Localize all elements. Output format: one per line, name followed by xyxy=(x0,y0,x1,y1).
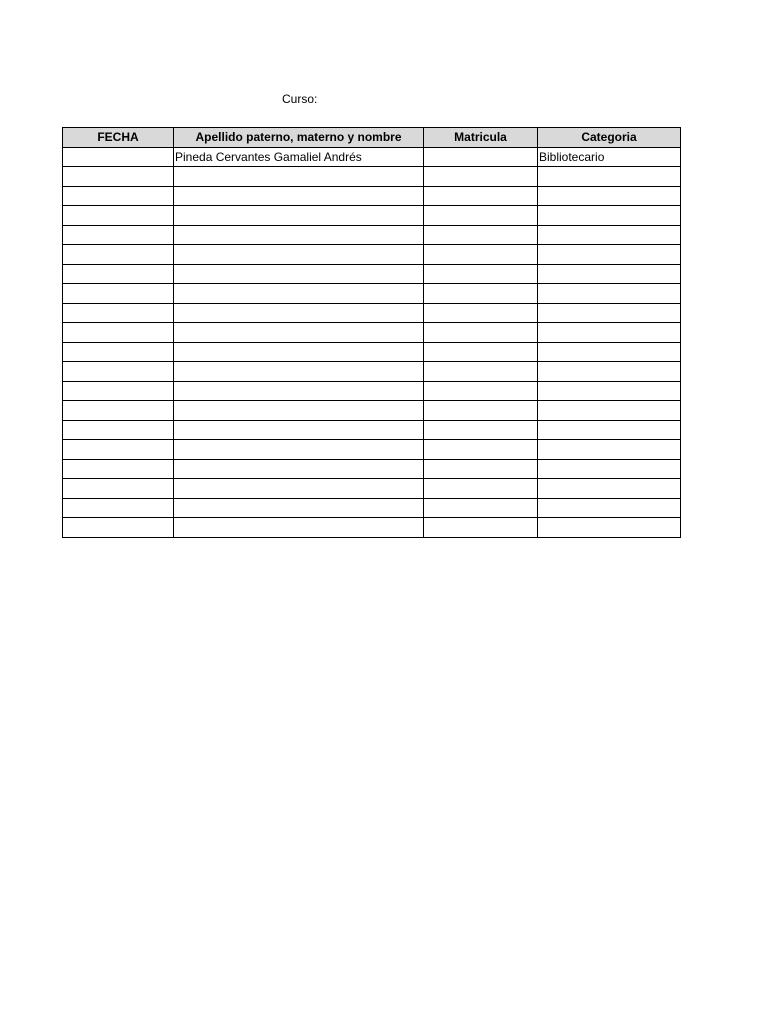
table-row xyxy=(63,167,681,187)
cell-matricula[interactable] xyxy=(424,245,538,265)
cell-fecha[interactable] xyxy=(63,284,174,304)
cell-nombre[interactable] xyxy=(174,518,424,538)
cell-nombre[interactable] xyxy=(174,440,424,460)
cell-fecha[interactable] xyxy=(63,167,174,187)
cell-categoria[interactable] xyxy=(538,303,681,323)
cell-fecha[interactable] xyxy=(63,440,174,460)
table-row xyxy=(63,186,681,206)
table-body xyxy=(63,147,681,537)
cell-categoria[interactable] xyxy=(538,284,681,304)
cell-matricula[interactable] xyxy=(424,420,538,440)
cell-matricula[interactable] xyxy=(424,381,538,401)
cell-matricula[interactable] xyxy=(424,206,538,226)
cell-nombre[interactable] xyxy=(174,303,424,323)
cell-nombre[interactable] xyxy=(174,479,424,499)
cell-categoria[interactable] xyxy=(538,459,681,479)
cell-matricula[interactable] xyxy=(424,440,538,460)
cell-categoria[interactable] xyxy=(538,498,681,518)
cell-nombre[interactable] xyxy=(174,167,424,187)
table-row xyxy=(63,225,681,245)
cell-fecha[interactable] xyxy=(63,362,174,382)
cell-nombre[interactable] xyxy=(174,498,424,518)
column-header-nombre: Apellido paterno, materno y nombre xyxy=(174,128,424,148)
table-row xyxy=(63,206,681,226)
cell-fecha[interactable] xyxy=(63,420,174,440)
cell-categoria[interactable] xyxy=(538,420,681,440)
cell-fecha[interactable] xyxy=(63,186,174,206)
table-row xyxy=(63,303,681,323)
table-row xyxy=(63,381,681,401)
cell-categoria[interactable] xyxy=(538,167,681,187)
cell-categoria[interactable] xyxy=(538,518,681,538)
cell-matricula[interactable] xyxy=(424,225,538,245)
cell-matricula[interactable] xyxy=(424,401,538,421)
cell-nombre[interactable] xyxy=(174,342,424,362)
table-row xyxy=(63,147,681,167)
table-row xyxy=(63,362,681,382)
cell-nombre[interactable] xyxy=(174,186,424,206)
cell-nombre[interactable] xyxy=(174,323,424,343)
cell-nombre[interactable] xyxy=(174,381,424,401)
cell-matricula[interactable] xyxy=(424,498,538,518)
cell-nombre[interactable] xyxy=(174,459,424,479)
table-row xyxy=(63,264,681,284)
cell-categoria[interactable] xyxy=(538,381,681,401)
table-row xyxy=(63,498,681,518)
cell-matricula[interactable] xyxy=(424,323,538,343)
cell-fecha[interactable] xyxy=(63,459,174,479)
table-row xyxy=(63,479,681,499)
cell-nombre[interactable]: Pineda Cervantes Gamaliel Andrés xyxy=(174,147,424,167)
table-row xyxy=(63,323,681,343)
cell-fecha[interactable] xyxy=(63,381,174,401)
cell-matricula[interactable] xyxy=(424,459,538,479)
cell-matricula[interactable] xyxy=(424,362,538,382)
table-row xyxy=(63,459,681,479)
cell-nombre[interactable] xyxy=(174,420,424,440)
cell-matricula[interactable] xyxy=(424,167,538,187)
cell-nombre[interactable] xyxy=(174,225,424,245)
cell-categoria[interactable] xyxy=(538,323,681,343)
cell-matricula[interactable] xyxy=(424,303,538,323)
cell-nombre[interactable] xyxy=(174,264,424,284)
cell-fecha[interactable] xyxy=(63,518,174,538)
cell-matricula[interactable] xyxy=(424,186,538,206)
cell-nombre[interactable] xyxy=(174,206,424,226)
column-header-categoria: Categoria xyxy=(538,128,681,148)
cell-categoria[interactable] xyxy=(538,401,681,421)
cell-categoria[interactable] xyxy=(538,342,681,362)
cell-fecha[interactable] xyxy=(63,303,174,323)
table-row xyxy=(63,440,681,460)
cell-fecha[interactable] xyxy=(63,147,174,167)
cell-nombre[interactable] xyxy=(174,245,424,265)
cell-categoria[interactable] xyxy=(538,206,681,226)
cell-categoria[interactable] xyxy=(538,479,681,499)
course-label: Curso: xyxy=(282,92,318,106)
cell-matricula[interactable] xyxy=(424,518,538,538)
cell-nombre[interactable] xyxy=(174,401,424,421)
cell-categoria[interactable] xyxy=(538,440,681,460)
cell-fecha[interactable] xyxy=(63,206,174,226)
table-header-row xyxy=(63,128,681,148)
cell-fecha[interactable] xyxy=(63,225,174,245)
column-header-matricula: Matricula xyxy=(424,128,538,148)
table-row xyxy=(63,245,681,265)
cell-fecha[interactable] xyxy=(63,479,174,499)
cell-fecha[interactable] xyxy=(63,264,174,284)
cell-fecha[interactable] xyxy=(63,342,174,362)
cell-categoria[interactable] xyxy=(538,245,681,265)
table-row xyxy=(63,518,681,538)
cell-categoria[interactable] xyxy=(538,225,681,245)
cell-matricula[interactable] xyxy=(424,479,538,499)
table-row xyxy=(63,284,681,304)
cell-fecha[interactable] xyxy=(63,323,174,343)
cell-categoria[interactable] xyxy=(538,186,681,206)
table-row xyxy=(63,420,681,440)
cell-matricula[interactable] xyxy=(424,342,538,362)
attendance-table xyxy=(62,127,681,538)
cell-fecha[interactable] xyxy=(63,401,174,421)
cell-matricula[interactable] xyxy=(424,284,538,304)
cell-matricula[interactable] xyxy=(424,264,538,284)
cell-categoria[interactable] xyxy=(538,264,681,284)
table-row xyxy=(63,342,681,362)
column-header-fecha: FECHA xyxy=(63,128,174,148)
table-row xyxy=(63,401,681,421)
cell-fecha[interactable] xyxy=(63,498,174,518)
cell-fecha[interactable] xyxy=(63,245,174,265)
cell-matricula[interactable] xyxy=(424,147,538,167)
cell-categoria[interactable]: Bibliotecario xyxy=(538,147,681,167)
cell-categoria[interactable] xyxy=(538,362,681,382)
cell-nombre[interactable] xyxy=(174,284,424,304)
cell-nombre[interactable] xyxy=(174,362,424,382)
